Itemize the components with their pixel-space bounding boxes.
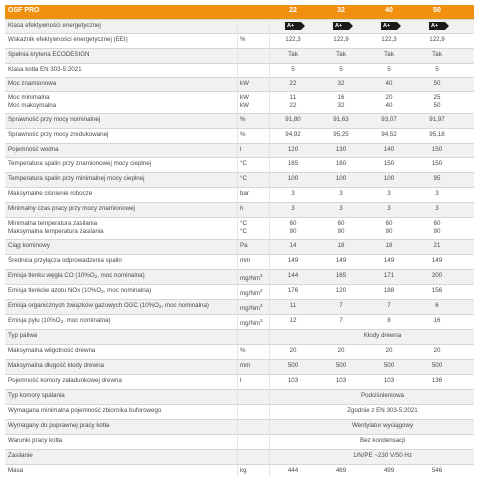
value-cell: 60 90	[337, 220, 345, 235]
value-cell: 20	[289, 347, 297, 354]
value-cell: 144	[287, 272, 299, 279]
table-row	[5, 143, 474, 157]
value-cell: 95,18	[429, 131, 445, 138]
value-cell: 122,3	[285, 36, 301, 43]
unit-label: %	[240, 347, 246, 354]
value-cell: 444	[287, 467, 299, 474]
table-row	[5, 359, 474, 374]
parameter-label: Spełnia kryteria ECODESIGN	[8, 51, 90, 58]
value-cell: 20	[385, 347, 393, 354]
model-32-header: 32	[337, 7, 345, 14]
value-cell: 546	[431, 467, 443, 474]
parameter-label: Sprawność przy mocy nominalnej	[8, 116, 101, 123]
spanning-value: 1/N/PE ~230 V/50 Hz	[353, 452, 412, 459]
parameter-label: Warunki pracy kotła	[8, 437, 63, 444]
table-row	[5, 19, 474, 33]
value-cell: 120	[335, 287, 347, 294]
value-cell: 156	[431, 287, 443, 294]
unit-label: kW	[240, 80, 249, 87]
value-cell: 50	[433, 80, 441, 87]
value-cell: 3	[435, 190, 439, 197]
value-cell: 60 90	[289, 220, 297, 235]
spec-table	[5, 5, 474, 477]
value-cell: 94,92	[285, 131, 301, 138]
unit-label: l	[240, 146, 242, 153]
spanning-value: Wentylator wyciągowy	[351, 422, 414, 429]
value-cell: Tak	[336, 51, 346, 58]
parameter-label: Klasa efektywności energetycznej	[8, 22, 101, 29]
value-cell: 136	[431, 377, 443, 384]
unit-label: °C	[240, 175, 247, 182]
value-cell: 469	[335, 467, 347, 474]
value-cell: 11 22	[289, 94, 297, 109]
value-cell: 150	[431, 146, 443, 153]
table-row	[5, 389, 474, 404]
unit-label: mg/Nm$^3$	[240, 303, 263, 312]
value-cell: 16	[433, 317, 441, 324]
unit-label: °C	[240, 160, 247, 167]
unit-label: mg/Nm$^3$	[240, 288, 263, 297]
table-row	[5, 172, 474, 187]
value-cell: 100	[335, 175, 347, 182]
value-cell: 91,97	[429, 116, 445, 123]
value-cell: 32	[337, 80, 345, 87]
unit-label: %	[240, 131, 246, 138]
value-cell: 149	[383, 257, 395, 264]
value-cell: 95,25	[333, 131, 349, 138]
unit-label: mg/Nm$^3$	[240, 318, 263, 327]
value-cell: 14	[289, 242, 297, 249]
energy-class-badge	[371, 22, 407, 30]
value-cell: 500	[431, 362, 443, 369]
unit-label: mm	[240, 257, 251, 264]
parameter-label: Emisja tlenków azotu NOx ($10\%O_2$, moc nominalna)	[8, 287, 152, 294]
value-cell: 103	[335, 377, 347, 384]
parameter-label: Zasilanie	[8, 452, 33, 459]
value-cell: 18	[337, 242, 345, 249]
table-row	[5, 344, 474, 359]
value-cell: 40	[385, 80, 393, 87]
unit-label: %	[240, 116, 246, 123]
value-cell: 500	[335, 362, 347, 369]
value-cell: 5	[435, 66, 439, 73]
value-cell: 7	[339, 317, 343, 324]
value-cell: 5	[387, 66, 391, 73]
table-row	[5, 77, 474, 91]
unit-label: °C °C	[240, 220, 247, 235]
value-cell: 3	[435, 205, 439, 212]
parameter-label: Maksymalna długość kłody drewna	[8, 362, 104, 369]
value-cell: 176	[287, 287, 299, 294]
energy-class-arrow-icon: A+	[381, 22, 397, 30]
table-row	[5, 254, 474, 269]
value-cell: 122,9	[333, 36, 349, 43]
table-row	[5, 449, 474, 464]
value-cell: 11	[289, 302, 297, 309]
table-row	[5, 239, 474, 254]
parameter-label: Masa	[8, 467, 24, 474]
table-row	[5, 33, 474, 48]
parameter-label: Temperatura spalin przy znamionowej mocy cieplnej	[8, 160, 152, 167]
value-column-divider	[269, 19, 270, 477]
value-cell: 103	[383, 377, 395, 384]
parameter-label: Moc znamionowa	[8, 80, 57, 87]
value-cell: 165	[335, 272, 347, 279]
parameter-label: Emisja pyłu ($10\%O_2$, moc nominalna)	[8, 317, 111, 324]
value-cell: Tak	[288, 51, 298, 58]
parameter-label: Wskaźnik efektywności energetycznej (EEI)	[8, 36, 128, 43]
value-cell: 91,63	[333, 116, 349, 123]
parameter-label: Emisja organicznych związków gazowych OGC ($10\%O_2$, moc nominalna)	[8, 302, 209, 309]
unit-label: l	[240, 377, 242, 384]
value-cell: 122,3	[381, 36, 397, 43]
energy-class-badge	[275, 22, 311, 30]
value-cell: Tak	[384, 51, 394, 58]
model-22-header: 22	[289, 7, 297, 14]
table-row	[5, 419, 474, 434]
value-cell: 95	[433, 175, 441, 182]
parameter-label: Moc minimalna Moc maksymalna	[8, 94, 57, 109]
energy-class-arrow-icon: A+	[429, 22, 445, 30]
value-cell: 150	[383, 160, 395, 167]
table-row	[5, 217, 474, 239]
unit-label: kg	[240, 467, 247, 474]
value-cell: 22	[289, 80, 297, 87]
table-row	[5, 299, 474, 314]
table-row	[5, 128, 474, 143]
table-row	[5, 269, 474, 284]
parameter-label: Maksymalne ciśnienie robocze	[8, 190, 93, 197]
table-row	[5, 113, 474, 128]
parameter-label: Emisja tlenku węgla CO ($10\%O_2$, moc nominalna)	[8, 272, 145, 279]
value-cell: 94,52	[381, 131, 397, 138]
value-cell: 100	[287, 175, 299, 182]
energy-class-arrow-icon: A+	[285, 22, 301, 30]
parameter-label: Pojemność komory załadunkowej drewna	[8, 377, 122, 384]
spanning-value: Podciśnieniowa	[361, 392, 404, 399]
table-row	[5, 434, 474, 449]
parameter-label: Klasa kotła EN 303-5:2021	[8, 66, 82, 73]
value-cell: 12	[289, 317, 297, 324]
table-row	[5, 157, 474, 172]
parameter-label: Sprawność przy mocy zredukowanej	[8, 131, 109, 138]
unit-label: h	[240, 205, 244, 212]
parameter-label: Minimalna temperatura zasilania Maksymalna temperatura zasilania	[8, 220, 104, 235]
value-cell: 122,9	[429, 36, 445, 43]
table-row	[5, 48, 474, 63]
table-row	[5, 404, 474, 419]
value-cell: 103	[287, 377, 299, 384]
value-cell: 91,80	[285, 116, 301, 123]
table-row	[5, 202, 474, 217]
value-cell: 3	[387, 205, 391, 212]
model-40-header: 40	[385, 7, 393, 14]
value-cell: 60 90	[385, 220, 393, 235]
value-cell: 93,07	[381, 116, 397, 123]
value-cell: 140	[383, 146, 395, 153]
table-row	[5, 187, 474, 202]
value-cell: 21	[433, 242, 441, 249]
table-row	[5, 464, 474, 477]
value-cell: 149	[335, 257, 347, 264]
table-row	[5, 329, 474, 344]
value-cell: 188	[383, 287, 395, 294]
value-cell: 149	[287, 257, 299, 264]
value-cell: 8	[387, 317, 391, 324]
table-body	[5, 19, 474, 477]
value-cell: 160	[335, 160, 347, 167]
value-cell: 20 40	[385, 94, 393, 109]
value-cell: 6	[435, 302, 439, 309]
energy-class-arrow-icon: A+	[333, 22, 349, 30]
parameter-label: Maksymalna wilgotność drewna	[8, 347, 96, 354]
parameter-label: Wymagany do poprawnej pracy kotła	[8, 422, 110, 429]
model-50-header: 50	[433, 7, 441, 14]
value-cell: 7	[387, 302, 391, 309]
value-cell: 25 50	[433, 94, 441, 109]
value-cell: 165	[287, 160, 299, 167]
parameter-label: Średnica przyłącza odprowadzenia spalin	[8, 257, 122, 264]
value-cell: 20	[337, 347, 345, 354]
value-cell: Tak	[432, 51, 442, 58]
value-cell: 16 32	[337, 94, 345, 109]
unit-column-divider	[237, 19, 238, 477]
value-cell: 150	[431, 160, 443, 167]
parameter-label: Temperatura spalin przy minimalnej mocy cieplnej	[8, 175, 145, 182]
value-cell: 171	[383, 272, 395, 279]
table-row	[5, 91, 474, 113]
unit-label: kW kW	[240, 94, 249, 109]
parameter-label: Pojemność wodna	[8, 146, 59, 153]
unit-label: %	[240, 36, 246, 43]
value-cell: 499	[383, 467, 395, 474]
parameter-label: Minimalny czas pracy przy mocy znamionowej	[8, 205, 135, 212]
value-cell: 5	[291, 66, 295, 73]
value-cell: 60 90	[433, 220, 441, 235]
table-row	[5, 374, 474, 389]
value-cell: 18	[385, 242, 393, 249]
unit-label: mg/Nm$^3$	[240, 273, 263, 282]
table-header	[5, 5, 474, 19]
value-cell: 130	[335, 146, 347, 153]
parameter-label: Wymagana minimalna pojemność zbiornika buforowego	[8, 407, 162, 414]
unit-label: mm	[240, 362, 251, 369]
table-row	[5, 284, 474, 299]
table-row	[5, 63, 474, 77]
value-cell: 500	[383, 362, 395, 369]
unit-label: Pa	[240, 242, 248, 249]
product-series-label: OSF PRO	[8, 7, 40, 14]
value-cell: 5	[339, 66, 343, 73]
value-cell: 200	[431, 272, 443, 279]
value-cell: 149	[431, 257, 443, 264]
value-cell: 3	[291, 205, 295, 212]
unit-label: bar	[240, 190, 249, 197]
value-cell: 3	[291, 190, 295, 197]
value-cell: 500	[287, 362, 299, 369]
value-cell: 7	[339, 302, 343, 309]
spanning-value: Bez kondensacji	[359, 437, 406, 444]
value-cell: 3	[387, 190, 391, 197]
energy-class-badge	[323, 22, 359, 30]
parameter-label: Ciąg kominowy	[8, 242, 50, 249]
value-cell: 100	[383, 175, 395, 182]
spanning-value: Zgodnie z EN 303-5:2021	[347, 407, 418, 414]
parameter-label: Typ paliwa	[8, 332, 38, 339]
value-cell: 120	[287, 146, 299, 153]
energy-class-badge	[419, 22, 455, 30]
table-row	[5, 314, 474, 329]
value-cell: 3	[339, 205, 343, 212]
parameter-label: Typ komory spalania	[8, 392, 65, 399]
value-cell: 20	[433, 347, 441, 354]
value-cell: 3	[339, 190, 343, 197]
spanning-value: Kłody drewna	[363, 332, 402, 339]
